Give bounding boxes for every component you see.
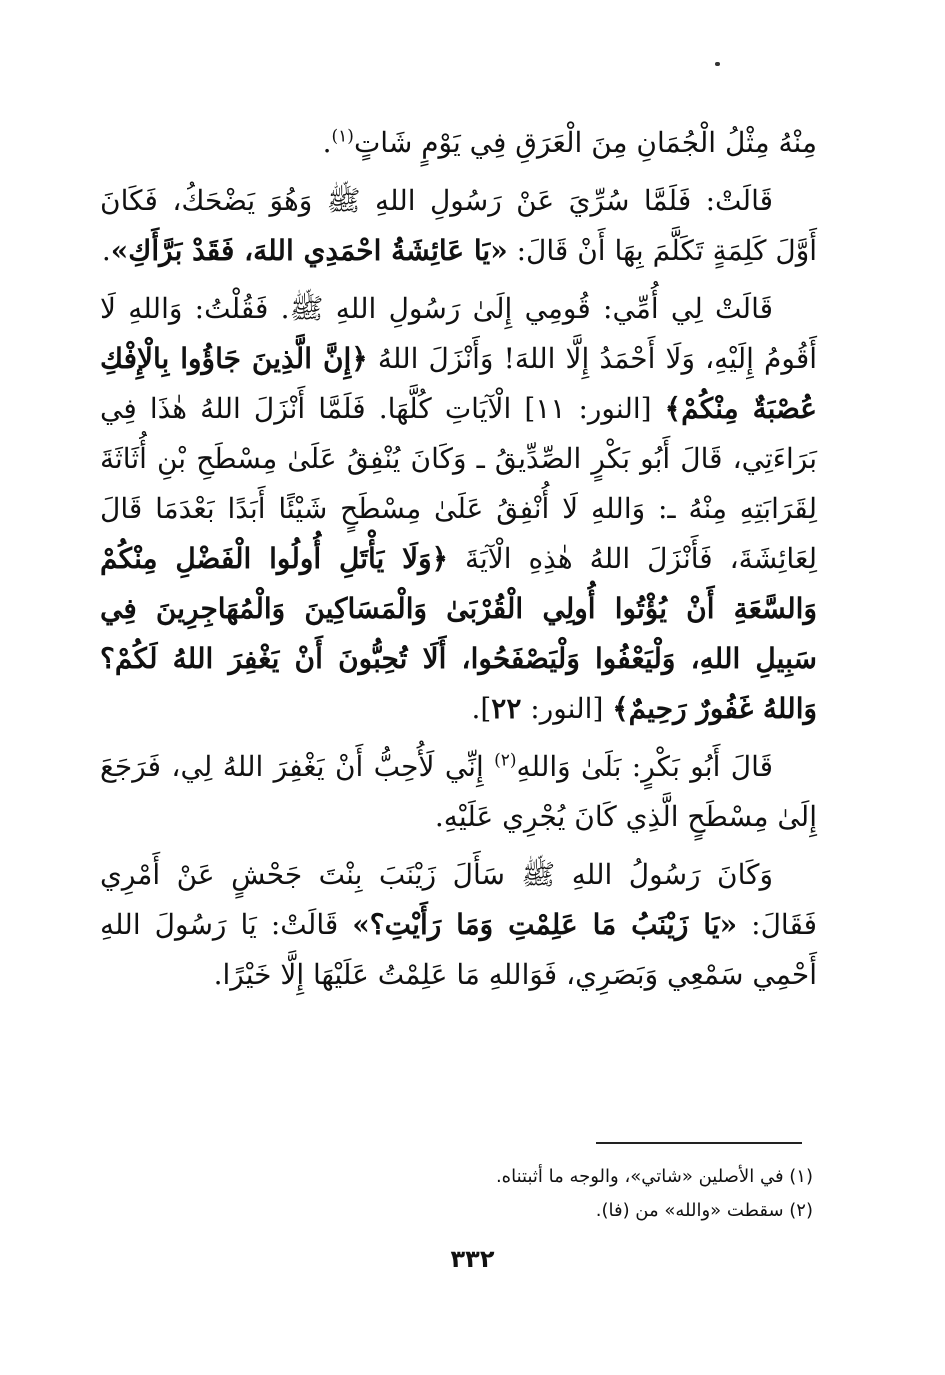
paragraph-5 — [100, 850, 817, 1000]
paragraph-3 — [100, 284, 817, 734]
paragraph-3-end: ]. — [471, 692, 492, 725]
footnote-2: (٢) سقطت «والله» من (فا). — [595, 1200, 813, 1221]
main-text — [100, 118, 817, 1008]
footnote-separator — [596, 1142, 802, 1144]
hadith-quote-1: «يَا عَائِشَةُ احْمَدِي اللهَ، فَقَدْ بَرَّأَكِ» — [110, 234, 508, 267]
paragraph-2-end: . — [101, 234, 111, 267]
paragraph-2-text: قَالَتْ: فَلَمَّا سُرِّيَ عَنْ رَسُولِ اللهِ ﷺ وَهُوَ يَضْحَكُ، فَكَانَ أَوَّلَ كَلِمَةٍ تَكَلَّمَ بِهَا أَنْ قَالَ: — [100, 184, 817, 267]
paragraph-3-text-c: [النور: — [521, 692, 613, 725]
footnote-ref-2[interactable]: (٢) — [494, 750, 517, 771]
print-speck — [715, 62, 720, 66]
hadith-quote-2: «يَا زَيْنَبُ مَا عَلِمْتِ وَمَا رَأَيْتِ؟» — [352, 908, 738, 941]
paragraph-3-text-a: قَالَتْ لِي أُمِّي: قُومِي إِلَىٰ رَسُولِ اللهِ ﷺ. فَقُلْتُ: وَاللهِ لَا أَقُومُ إِلَيْهِ، وَلَا أَحْمَدُ إِلَّا اللهَ! وَأَنْزَلَ اللهُ — [100, 292, 818, 375]
paragraph-1-text: مِنْهُ مِثْلُ الْجُمَانِ مِنَ الْعَرَقِ فِي يَوْمٍ شَاتٍ — [353, 126, 817, 159]
quran-verse-1: ﴿إِنَّ الَّذِينَ جَاؤُوا بِالْإِفْكِ عُصْبَةٌ مِنْكُمْ﴾ — [100, 342, 818, 425]
paragraph-4-text-b: إِنِّي لَأُحِبُّ أَنْ يَغْفِرَ اللهُ لِي، فَرَجَعَ إِلَىٰ مِسْطَحٍ الَّذِي كَانَ يُجْرِي عَلَيْهِ. — [100, 750, 817, 833]
paragraph-2 — [100, 176, 817, 276]
paragraph-4-text-a: قَالَ أَبُو بَكْرٍ: بَلَىٰ وَاللهِ — [516, 750, 773, 783]
footnote-ref-1[interactable]: (١) — [331, 126, 354, 147]
footnotes — [100, 1160, 817, 1228]
paragraph-4 — [100, 742, 817, 842]
paragraph-1-end: . — [322, 126, 332, 159]
paragraph-3-text-b: [النور: ١١] الْآيَاتِ كُلَّهَا. فَلَمَّا أَنْزَلَ اللهُ هٰذَا فِي بَرَاءَتِي، قَالَ أَبُو بَكْرٍ الصِّدِّيقُ ـ وَكَانَ يُنْفِقُ عَلَىٰ مِسْطَحِ بْنِ أُثَاثَةَ لِقَرَابَتِهِ مِنْهُ ـ: وَاللهِ لَا أُنْفِقُ عَلَىٰ مِسْطَحٍ شَيْئًا أَبَدًا بَعْدَمَا قَالَ لِعَائِشَةَ، فَأَنْزَلَ اللهُ هٰذِهِ الْآيَةَ — [100, 392, 817, 575]
verse-number: ٢٢ — [491, 692, 522, 725]
footnote-1: (١) في الأصلين «شاتي»، والوجه ما أثبتناه. — [495, 1166, 813, 1187]
page-number: ٣٣٢ — [450, 1245, 495, 1273]
paragraph-5-text-a: وَكَانَ رَسُولُ اللهِ ﷺ سَأَلَ زَيْنَبَ بِنْتَ جَحْشٍ عَنْ أَمْرِي فَقَالَ: — [100, 858, 817, 941]
quran-verse-2: ﴿وَلَا يَأْتَلِ أُولُوا الْفَضْلِ مِنْكُمْ وَالسَّعَةِ أَنْ يُؤْتُوا أُولِي الْقُرْبَىٰ وَالْمَسَاكِينَ وَالْمُهَاجِرِينَ فِي سَبِيلِ اللهِ، وَلْيَعْفُوا وَلْيَصْفَحُوا، أَلَا تُحِبُّونَ أَنْ يَغْفِرَ اللهُ لَكُمْ؟ وَاللهُ غَفُورٌ رَحِيمٌ﴾ — [100, 542, 817, 725]
paragraph-5-text-b: قَالَتْ: يَا رَسُولَ اللهِ أَحْمِي سَمْعِي وَبَصَرِي، فَوَاللهِ مَا عَلِمْتُ عَلَيْهَا إِلَّا خَيْرًا. — [100, 908, 817, 991]
paragraph-1 — [100, 118, 817, 168]
